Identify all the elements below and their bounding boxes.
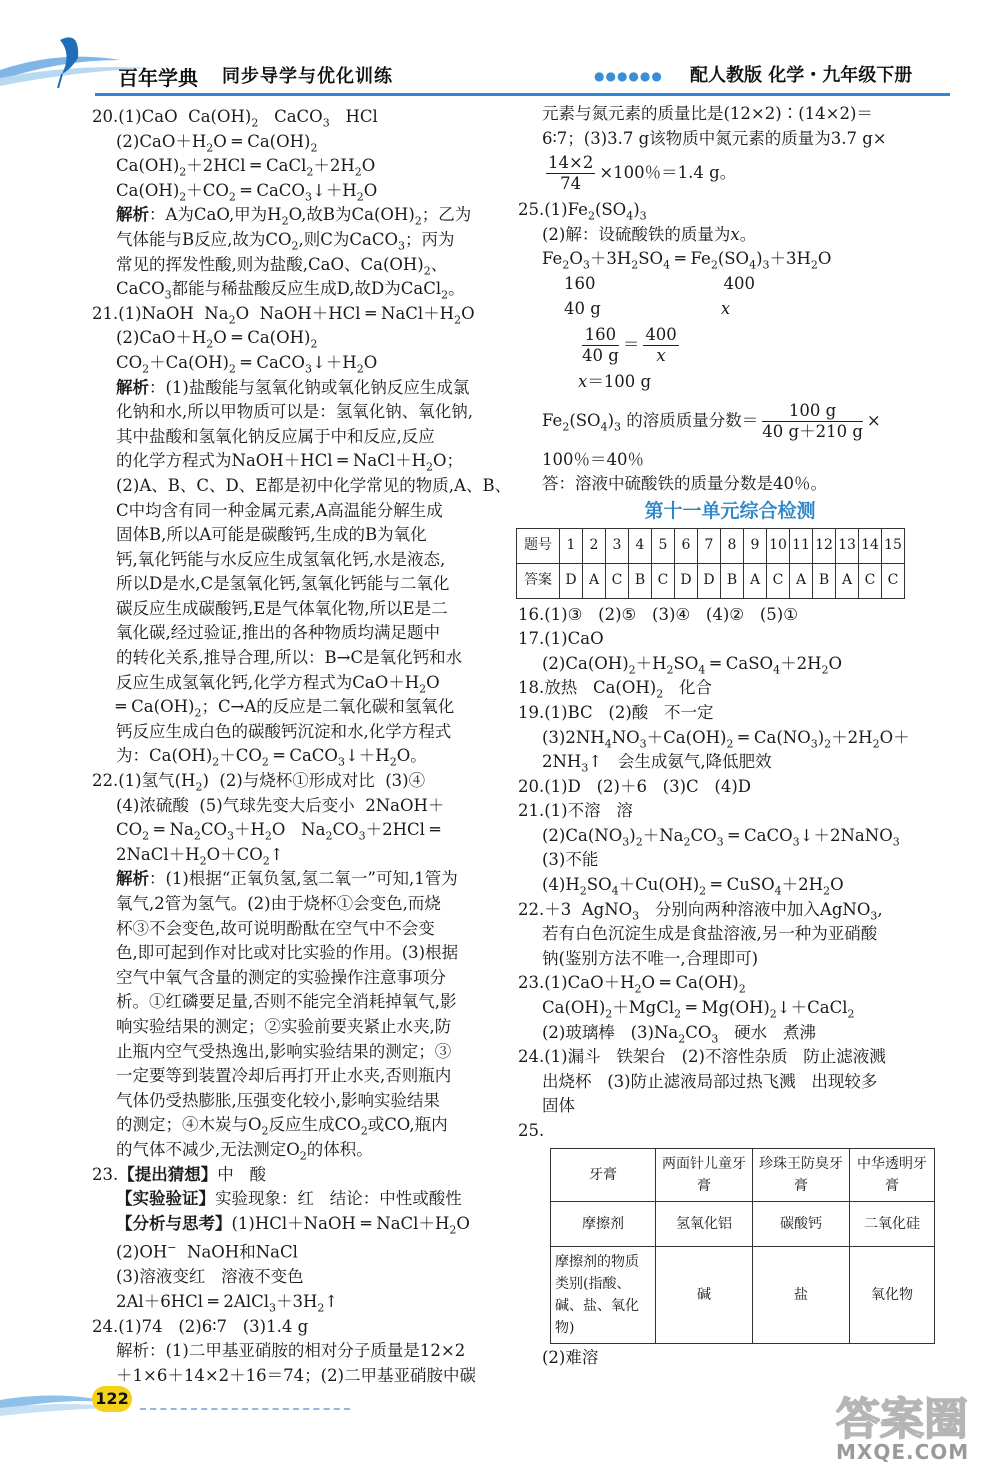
edition-label: 配人教版 化学・九年级下册 (690, 65, 913, 86)
answer-24b: 24.(1)漏斗 铁架台 (2)不溶性杂质 防止滤液溅 (518, 1047, 886, 1067)
table-row: 摩擦剂的物质类别(指酸、碱、盐、氧化物) 碱 盐 氧化物 (551, 1246, 935, 1343)
answer-22: 22.(1)氢气$(H_2)$ (2)与烧杯①形成对比 (3)④ (92, 771, 426, 794)
footer-rule (140, 1408, 350, 1410)
table-row: 题号 1 2 3 4 5 6 7 8 9 10 11 12 13 14 15 (517, 528, 905, 563)
page-number: 122 (92, 1386, 132, 1412)
header-dots: ●●●●●● (594, 69, 663, 83)
answer-21: 21.(1)NaOH $Na_2O$ NaOH＋HCl ═ $NaCl+H_2O$ (92, 303, 475, 327)
brand-name: 百年学典 (118, 66, 198, 90)
svg-text:答案圈: 答案圈 (836, 1394, 968, 1445)
answer-18: 18.放热 $Ca(OH)_2$ 化合 (518, 678, 712, 701)
table-row: 牙膏 两面针儿童牙膏 珍珠王防臭牙膏 中华透明牙膏 (551, 1148, 935, 1201)
series-name: 同步导学与优化训练 (222, 66, 393, 87)
page-header (0, 0, 1000, 100)
answer-16: 16.(1)③ (2)⑤ (3)④ (4)② (5)① (518, 604, 799, 624)
answer-23: 23.【提出猜想】中 酸 (92, 1164, 266, 1184)
toothpaste-table (550, 1148, 935, 1344)
answer-23b: $23.(1)CaO+H_2O$ ═ $Ca(OH)_2$ (518, 973, 746, 996)
header-rule (95, 93, 950, 96)
answer-25-chem: $25.(1)Fe_2(SO_4)_3$ (518, 200, 647, 223)
watermark-url: MXQE.COM (836, 1440, 970, 1464)
answer-key-table (516, 528, 905, 599)
answer-25b: 25. (518, 1121, 545, 1140)
answer-17: 17.(1)CaO (518, 629, 604, 649)
table-row: 答案 D A C B C D D B A C A B A C C (517, 563, 905, 598)
section-title: 第十一单元综合检测 (644, 499, 816, 522)
answer-24: 24.(1)74 (2)6∶7 (3)1.4 g (92, 1316, 309, 1336)
answer-22b: 22.＋3 AgNO$_3$ 分别向两种溶液中加入AgNO$_3$, (518, 899, 883, 922)
answer-19: 19.(1)BC (2)酸 不一定 (518, 702, 714, 722)
answer-20: 20.(1)CaO $Ca(OH)_2$ CaCO$_3$ HCl (92, 107, 378, 130)
left-column: 20.(1)CaO $Ca(OH)_2$ CaCO$_3$ HCl $(2)CaO+H_2O$ ═ $Ca(OH)_2$ $Ca(OH)_2+2HCl$ ═ $CaCl_2+2H_2O$ $Ca(OH)_2+CO_2$ ═ $CaCO_3↓+H_2O$ 解析：A为CaO,甲为$H_2O$,故B为$Ca(OH)_2$；乙为 气体能与B反应,故为$CO_2$,则C为CaCO$_3$；丙为 常见的挥发性酸,则为盐酸,CaO、$Ca(OH)_2$、 CaCO$_3$都能与稀盐酸反应生成D,故D为CaCl$_2$。 21.(1)NaOH $Na_2O$ NaOH＋HCl ═ $NaCl+H_2O$ $(2)CaO+H_2O$ ═ $Ca(OH)_2$ $CO_2+Ca(OH)_2$ ═ $CaCO_3↓+H_2O$ 解析：(1)盐酸能与氢氧化钠或氧化钠反应生成氯 化钠和水,所以甲物质可以是：氢氧化钠、氧化钠, 其中盐酸和氢氧化钠反应属于中和反应,反应 的化学方程式为NaOH＋HCl ═ $NaCl+H_2O$； (2)A、B、C、D、E都是初中化学常见的物质,A、B、 C中均含有同一种金属元素,A高温能分解生成 固体B,所以A可能是碳酸钙,生成的B为氧化 钙,氧化钙能与水反应生成氢氧化钙,水是液态, 所以D是水,C是氢氧化钙,氢氧化钙能与二氧化 碳反应生成碳酸钙,E是气体氧化物,所以E是二 氧化碳,经过验证,推出的各种物质均满足题中 的转化关系,推导合理,所以：B→C是氧化钙和水 反应生成氢氧化钙,化学方程式为$CaO+H_2O$ ═ $Ca(OH)_2$；C→A的反应是二氧化碳和氢氧化 钙反应生成白色的碳酸钙沉淀和水,化学方程式 为：$Ca(OH)_2+CO_2$ ═ $CaCO_3↓+H_2O$。 22.(1)氢气$(H_2)$ (2)与烧杯①形成对比 (3)④ (4)浓硫酸 (5)气球先变大后变小 2NaOH＋ $CO_2$ ═ $Na_2CO_3+H_2O$ $Na_2CO_3+2HCl$ ═ $2NaCl+H_2O+CO_2↑$ 解析：(1)根据“正氧负氢,氢二氧一”可知,1管为 氧气,2管为氢气。(2)由于烧杯①会变色,而烧 杯③不会变色,故可说明酚酞在空气中不会变 色,即可起到作对比或对比实验的作用。(3)根据 空气中氧气含量的测定的实验操作注意事项分 析。①红磷要足量,否则不能完全消耗掉氧气,影 响实验结果的测定；②实验前要夹紧止水夹,防 止瓶内空气受热逸出,影响实验结果的测定；③ 一定要等到装置冷却后再打开止水夹,否则瓶内 气体仍受热膨胀,压强变化较小,影响实验结果 的测定；④木炭与$O_2$反应生成$CO_2$或CO,瓶内 的气体不减少,无法测定$O_2$的体积。 23.【提出猜想】中 酸 【实验验证】实验现象：红 结论：中性或酸性 【分析与思考】(1)HCl＋NaOH ═ $NaCl+H_2O$ (2)OH− NaOH和NaCl (3)溶液变红 溶液不变色 2Al＋6HCl ═ $2AlCl_3+3H_2↑$ 24.(1)74 (2)6∶7 (3)1.4 g 解析：(1)二甲基亚硝胺的相对分子质量是12×2 ＋1×6＋14×2＋16＝74；(2)二甲基亚硝胺中碳 (92, 107, 512, 1385)
answer-21b: 21.(1)不溶 溶 (518, 801, 633, 821)
right-column: 元素与氮元素的质量比是(12×2)∶(14×2)＝ 6∶7；(3)3.7 g该物质中氮元素的质量为3.7 g× $\frac{14\times 2}{74}$ ×100％＝1.4 g。 $25.(1)Fe_2(SO_4)_3$ (2)解：设硫酸铁的质量为x。 $Fe_2O_3+3H_2SO_4$ ═ $Fe_2(SO_4)_3+3H_2O$ 160 400 40 g x $\frac{160}{40 g}$ ＝ $\frac{400}{x}$ x＝100 g $Fe_2(SO_4)_3$ 的溶质质量分数＝ $\frac{100 g}{40 g+210 g}$ × 100％＝40％ 答：溶液中硫酸铁的质量分数是40％。 第十一单元综合检测 题号 1 2 3 4 5 6 7 8 9 10 11 12 13 14 15 答案 D A C B C D D B A C A B A C C 16.(1)③ (2)⑤ (3)④ (4)② (5)① 17.(1)CaO $(2)Ca(OH)_2+H_2SO_4$ ═ $CaSO_4+2H_2O$ 18.放热 $Ca(OH)_2$ 化合 19.(1)BC (2)酸 不一定 $(3)2NH_4NO_3+Ca(OH)_2$ ═ $Ca(NO_3)_2+2H_2O+$ $2NH_3↑$ 会生成氨气,降低肥效 20.(1)D (2)＋6 (3)C (4)D 21.(1)不溶 溶 $(2)Ca(NO_3)_2+Na_2CO_3$ ═ CaCO$_3$↓＋2NaNO$_3$ (3)不能 $(4)H_2SO_4+Cu(OH)_2$ ═ $CuSO_4+2H_2O$ 22.＋3 AgNO$_3$ 分别向两种溶液中加入AgNO$_3$, 若有白色沉淀生成是食盐溶液,另一种为亚硝酸 钠(鉴别方法不唯一,合理即可) $23.(1)CaO+H_2O$ ═ $Ca(OH)_2$ $Ca(OH)_2+MgCl_2$ ═ $Mg(OH)_2↓+CaCl_2$ (2)玻璃棒 $(3)Na_2CO_3$ 硬水 煮沸 24.(1)漏斗 铁架台 (2)不溶性杂质 防止滤液溅 出烧杯 (3)防止滤液局部过热飞溅 出现较多 固体 25. 牙膏 两面针儿童牙膏 珍珠王防臭牙膏 中华透明牙膏 摩擦剂 氢氧化铝 碳酸钙 二氧化硅 摩擦剂的物质类别(指酸、碱、盐、氧化物) 碱 盐 氧化物 (2)难溶 (518, 102, 942, 1370)
table-row: 摩擦剂 氢氧化铝 碳酸钙 二氧化硅 (551, 1201, 935, 1246)
answer-20b: 20.(1)D (2)＋6 (3)C (4)D (518, 776, 752, 796)
